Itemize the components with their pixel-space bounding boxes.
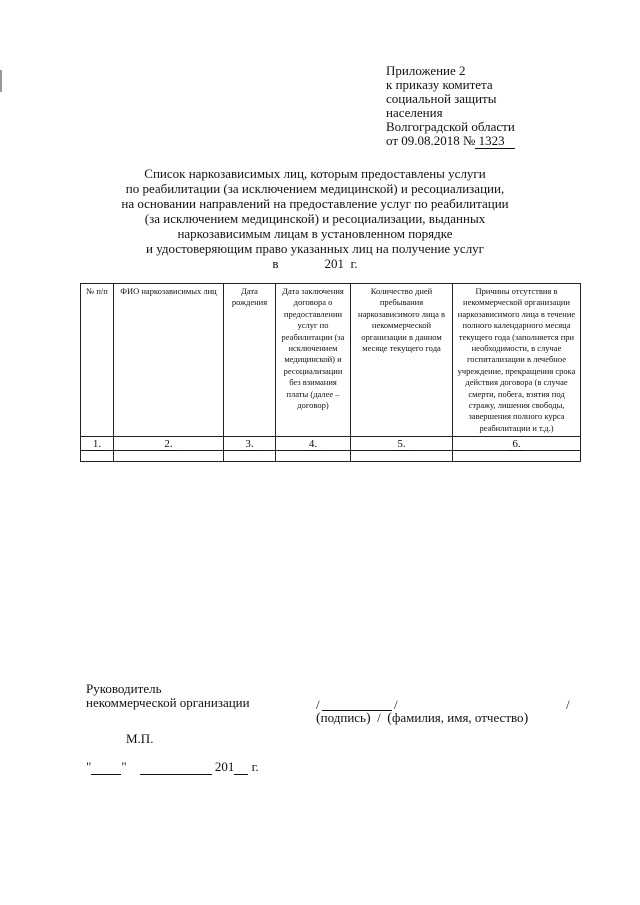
title-line-2: по реабилитации (за исключением медицинской) и ресоциализации, (125, 181, 505, 196)
stamp-place: М.П. (126, 731, 154, 746)
column-number-3: 3. (224, 437, 276, 451)
column-number-row (81, 437, 581, 451)
column-number-2: 2. (114, 437, 224, 451)
empty-cell[interactable] (276, 451, 351, 462)
signature-captions: (подпись) / (фамилия, имя, отчество) (316, 710, 529, 726)
appendix-line-3: социальной защиты (386, 91, 497, 106)
title-line-4: (за исключением медицинской) и ресоциализации, выданных (144, 211, 486, 226)
empty-cell[interactable] (351, 451, 453, 462)
recipients-table (80, 283, 581, 462)
title-line-3: на основании направлений на предоставление услуг по реабилитации (121, 196, 509, 211)
signature-caption: подпись (320, 710, 366, 725)
date-line: " " 201 г. (86, 759, 259, 774)
document-title (80, 166, 550, 271)
column-number-6: 6. (453, 437, 581, 451)
day-blank[interactable] (91, 760, 121, 775)
appendix-line-2: к приказу комитета (386, 77, 493, 92)
appendix-line-6 (386, 134, 515, 149)
title-line-5: наркозависимым лицам в установленном порядке (177, 226, 453, 241)
header-birth-date: Дата рождения (224, 284, 276, 437)
month-blank[interactable] (140, 760, 212, 775)
year-blank[interactable] (234, 760, 248, 775)
scan-edge-mark (0, 70, 2, 92)
header-days-count: Количество дней пребывания наркозависимого лица в некоммерческой организации в данном месяце текущего года (351, 284, 453, 437)
appendix-line-4: населения (386, 105, 443, 120)
order-number: 1323 (475, 134, 515, 149)
full-name-caption: фамилия, имя, отчество (391, 710, 524, 725)
column-number-5: 5. (351, 437, 453, 451)
date-suffix: г. (251, 759, 259, 774)
appendix-line-5: Волгоградской области (386, 119, 515, 134)
table-row (81, 451, 581, 462)
column-number-4: 4. (276, 437, 351, 451)
slash-divider: / (566, 697, 570, 712)
header-contract-date: Дата заключения договора о предоставлении услуг по реабилитации (за исключением медицинской) и ресоциализации без взимания платы (далее – договор) (276, 284, 351, 437)
appendix-block (386, 64, 515, 149)
signatory-line-1: Руководитель (86, 681, 162, 696)
header-absence-reasons: Причины отсутствия в некоммерческой организации наркозависимого лица в течение полного календарного месяца текущего года (заполняется при необходимости, в случае госпитализации в лечебное учреждение, прекращения срока действия договора (в случае смерти, побега, взятия под стражу, лишения свободы, завершения полного курса реабилитации и т.д.) (453, 284, 581, 437)
table-header-row (81, 284, 581, 437)
title-period-line (80, 256, 550, 271)
column-number-1: 1. (81, 437, 114, 451)
date-year: 201 (214, 759, 235, 774)
title-line-1: Список наркозависимых лиц, которым предоставлены услуги (144, 166, 486, 181)
appendix-line-1: Приложение 2 (386, 63, 466, 78)
period-in: в (272, 256, 279, 271)
order-date-prefix: от 09.08.2018 № (386, 133, 476, 148)
empty-cell[interactable] (453, 451, 581, 462)
slash-divider: / (394, 697, 398, 712)
header-full-name: ФИО наркозависимых лиц (114, 284, 224, 437)
slash-divider: / (316, 697, 320, 712)
empty-cell[interactable] (114, 451, 224, 462)
period-year: 201 (324, 256, 344, 271)
period-suffix: г. (350, 256, 358, 271)
signatory-line-2: некоммерческой организации (86, 695, 250, 710)
empty-cell[interactable] (224, 451, 276, 462)
title-line-6: и удостоверяющим право указанных лиц на получение услуг (145, 241, 485, 256)
empty-cell[interactable] (81, 451, 114, 462)
signatory-title (86, 682, 250, 710)
header-number: № п/п (81, 284, 114, 437)
